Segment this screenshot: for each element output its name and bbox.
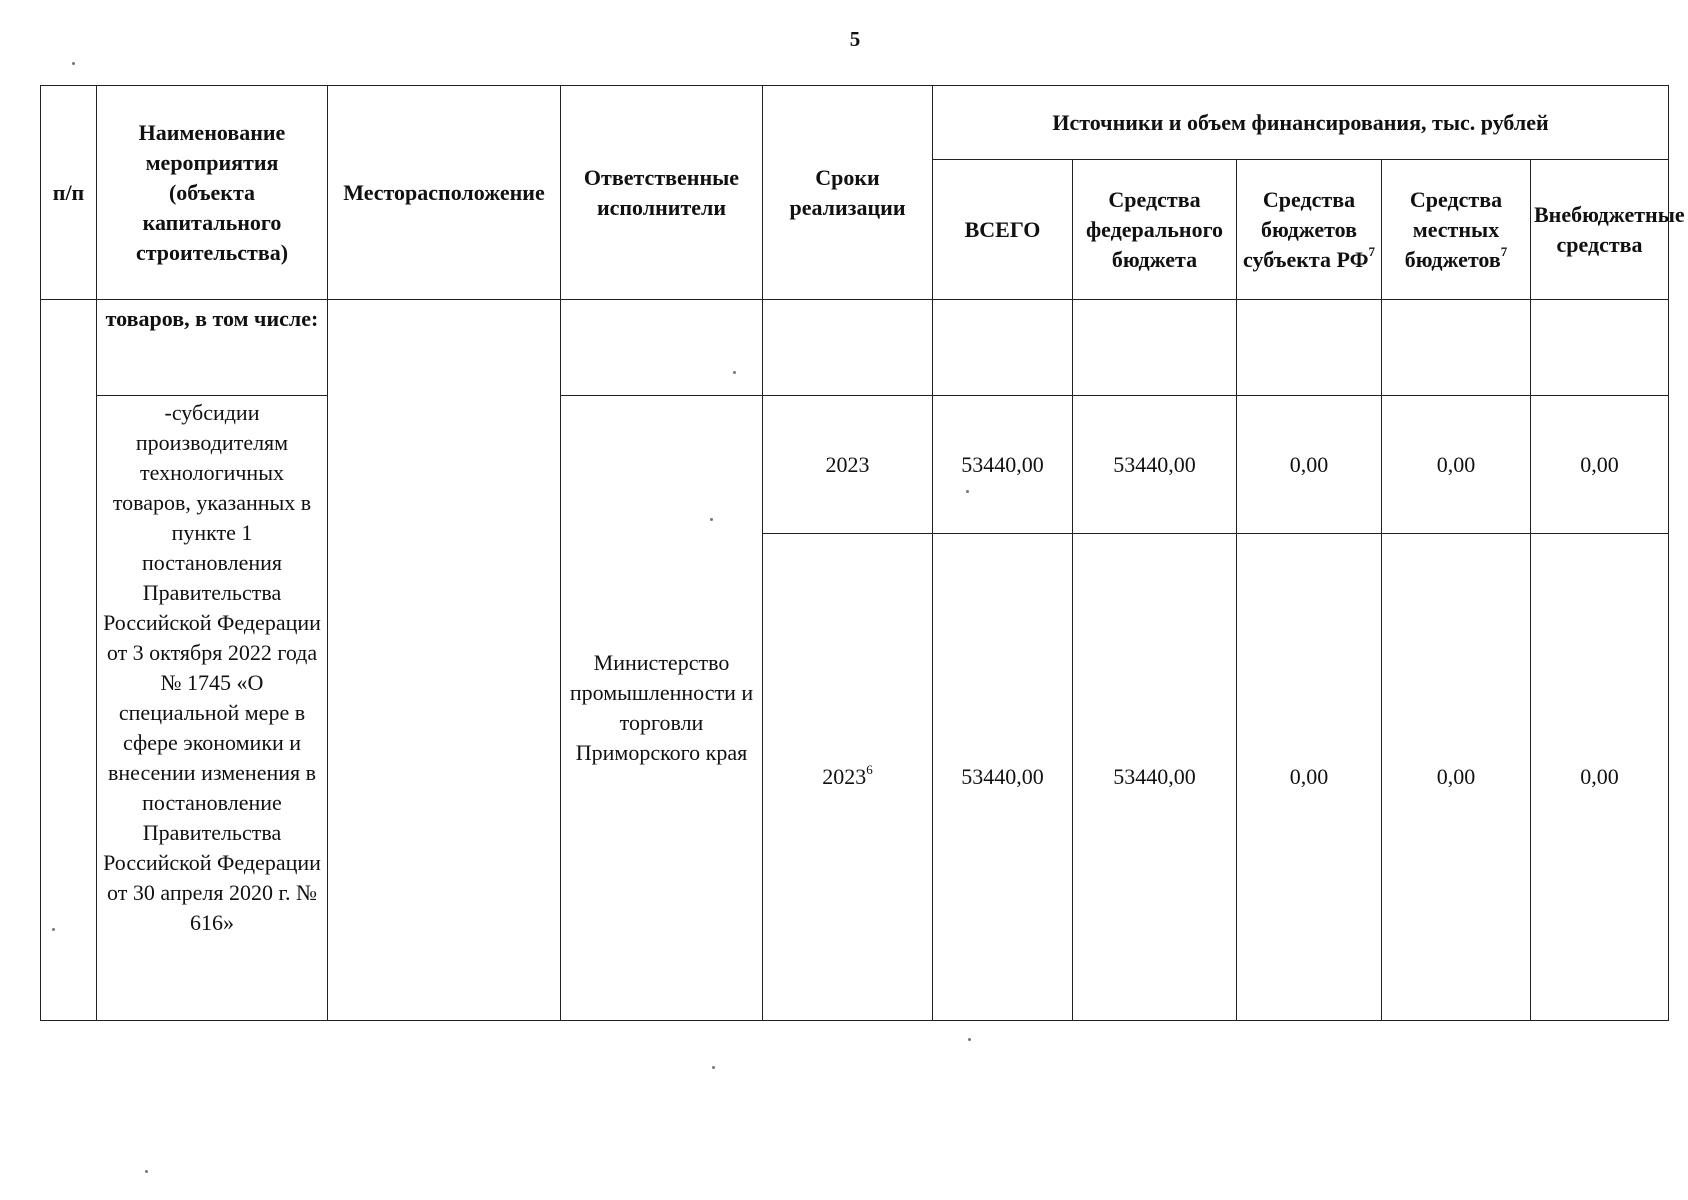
- cell-subject: 0,00: [1237, 534, 1382, 1021]
- cell-empty: [561, 300, 763, 396]
- cell-empty: [1073, 300, 1237, 396]
- scan-speck: [968, 1038, 971, 1041]
- header-location: Месторасположение: [328, 86, 561, 300]
- cell-empty: [933, 300, 1073, 396]
- cell-period-year: 2023: [825, 451, 870, 477]
- scan-speck: [145, 1170, 148, 1173]
- cell-subject: 0,00: [1237, 396, 1382, 534]
- header-total: ВСЕГО: [933, 160, 1073, 300]
- header-period: Сроки реализации: [763, 86, 933, 300]
- cell-subsidy-name: -субсидии производителям технологичных товаров, указанных в пункте 1 постановления Правительства Российской Федерации от 3 октября 2022 года № 1745 «О специальной мере в сфере экономики и внесении изменения в постановление Правительства Российской Федерации от 30 апреля 2020 г. № 616»: [97, 396, 328, 1021]
- cell-continuation-name: товаров, в том числе:: [97, 300, 328, 396]
- cell-total: 53440,00: [933, 534, 1073, 1021]
- header-subject-footnote: 7: [1368, 244, 1375, 260]
- cell-empty: [1237, 300, 1382, 396]
- cell-extra: 0,00: [1531, 534, 1669, 1021]
- cell-extra: 0,00: [1531, 396, 1669, 534]
- page-number: 5: [849, 27, 861, 51]
- header-extra: Внебюджетные средства: [1531, 160, 1669, 300]
- header-local-footnote: 7: [1500, 244, 1508, 260]
- cell-local: 0,00: [1382, 396, 1531, 534]
- header-subject-label: Средства бюджетов субъекта РФ: [1243, 186, 1369, 272]
- header-local-label: Средства местных бюджетов: [1404, 186, 1503, 272]
- cell-location-empty: [328, 300, 561, 1021]
- table-row: [41, 396, 1669, 534]
- header-name: Наименование мероприятия (объекта капитального строительства): [97, 86, 328, 300]
- scan-speck: [733, 371, 736, 374]
- scan-speck: [712, 1066, 715, 1069]
- cell-federal: 53440,00: [1073, 396, 1237, 534]
- cell-period-year: 2023: [822, 764, 867, 789]
- table-row-continuation: [41, 300, 1669, 396]
- cell-period: [763, 396, 933, 534]
- header-funding-group: Источники и объем финансирования, тыс. рублей: [933, 86, 1669, 160]
- cell-total: 53440,00: [933, 396, 1073, 534]
- header-responsible: Ответственные исполнители: [561, 86, 763, 300]
- cell-num-empty: [41, 300, 97, 1021]
- cell-period: [763, 534, 933, 1021]
- header-subject: [1237, 160, 1382, 300]
- header-num: п/п: [41, 86, 97, 300]
- funding-table: [40, 85, 1685, 1021]
- cell-empty: [763, 300, 933, 396]
- cell-local: 0,00: [1382, 534, 1531, 1021]
- cell-federal: 53440,00: [1073, 534, 1237, 1021]
- cell-empty: [1382, 300, 1531, 396]
- cell-responsible: Министерство промышленности и торговли Приморского края: [561, 396, 763, 1021]
- header-federal: Средства федерального бюджета: [1073, 160, 1237, 300]
- scan-speck: [966, 490, 969, 493]
- cell-empty: [1531, 300, 1669, 396]
- scan-speck: [52, 928, 55, 931]
- scan-speck: [710, 518, 713, 521]
- scan-speck: [72, 62, 75, 65]
- header-local: [1382, 160, 1531, 300]
- cell-period-footnote: 6: [866, 761, 873, 777]
